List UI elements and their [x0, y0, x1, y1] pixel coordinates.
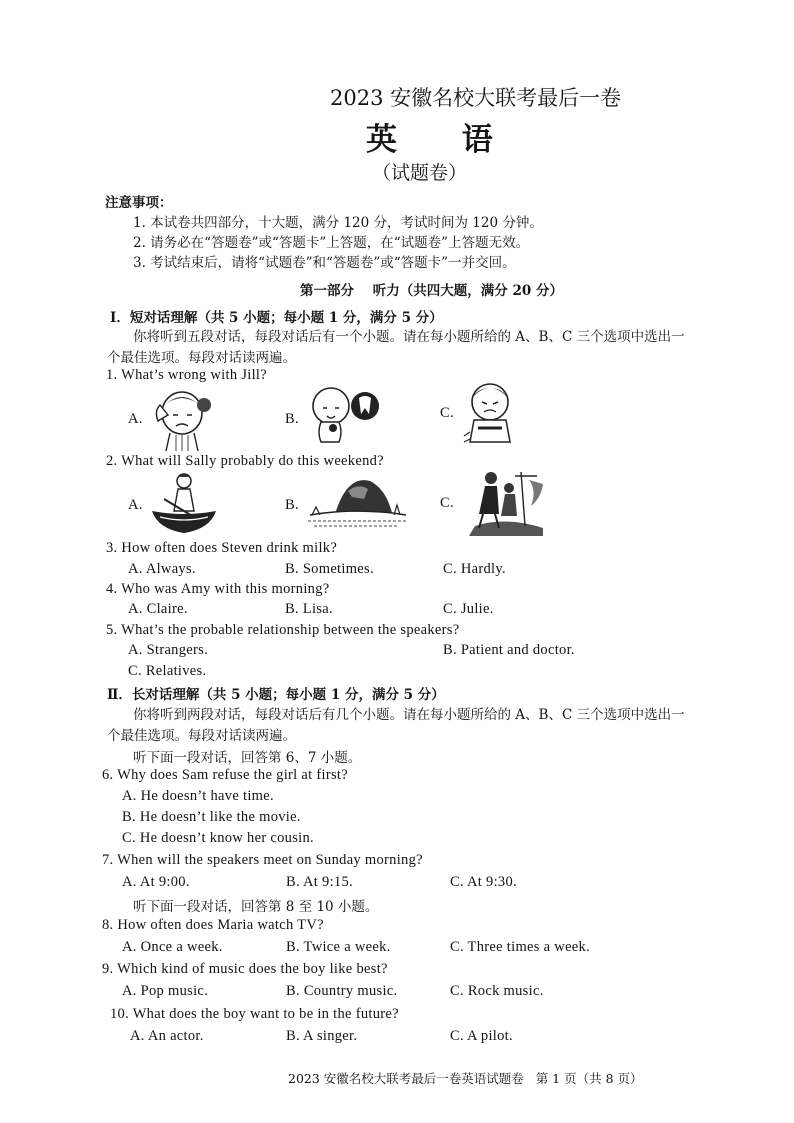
q3-option-a: A. Always. — [128, 561, 196, 577]
q9-option-a: A. Pop music. — [122, 983, 209, 999]
q8-option-c: C. Three times a week. — [450, 939, 591, 955]
q6-option-a: A. He doesn’t have time. — [122, 788, 274, 804]
q1-option-a: A. — [128, 411, 143, 427]
section1-heading: Ⅰ．短对话理解（共 5 小题；每小题 1 分，满分 5 分） — [110, 310, 443, 326]
q4-text: 4. Who was Amy with this morning? — [106, 581, 330, 597]
section2-heading: Ⅱ．长对话理解（共 5 小题；每小题 1 分，满分 5 分） — [107, 687, 445, 703]
q9-option-b: B. Country music. — [286, 983, 398, 999]
q6-option-c: C. He doesn’t know her cousin. — [122, 830, 314, 846]
girl-headache-picture — [146, 385, 218, 451]
notice-item-2: 2. 请务必在“答题卷”或“答题卡”上答题，在“试题卷”上答题无效。 — [133, 235, 530, 251]
q6-option-b: B. He doesn’t like the movie. — [122, 809, 301, 825]
q7-option-a: A. At 9:00. — [122, 874, 190, 890]
section2-instruction-line2: 个最佳选项。每段对话读两遍。 — [107, 728, 296, 744]
q8-text: 8. How often does Maria watch TV? — [102, 917, 324, 933]
q1-option-b: B. — [285, 411, 299, 427]
notice-title: 注意事项： — [105, 195, 173, 211]
q5-option-b: B. Patient and doctor. — [443, 642, 575, 658]
q10-option-c: C. A pilot. — [450, 1028, 513, 1044]
section2-instruction-line1: 你将听到两段对话，每段对话后有几个小题。请在每小题所给的 A、B、C 三个选项中选出一 — [133, 707, 685, 723]
q2-option-b: B. — [285, 497, 299, 513]
notice-item-1: 1. 本试卷共四部分，十大题，满分 120 分，考试时间为 120 分钟。 — [133, 215, 543, 231]
child-stomachache-picture — [462, 380, 518, 446]
mountain-landscape-picture — [308, 471, 408, 531]
q9-option-c: C. Rock music. — [450, 983, 544, 999]
q3-text: 3. How often does Steven drink milk? — [106, 540, 338, 556]
q2-option-c: C. — [440, 495, 454, 511]
q6-text: 6. Why does Sam refuse the girl at first? — [102, 767, 348, 783]
q3-option-b: B. Sometimes. — [285, 561, 374, 577]
section2-subheading-1: 听下面一段对话，回答第 6、7 小题。 — [133, 750, 362, 766]
section1-instruction-line1: 你将听到五段对话，每段对话后有一个小题。请在每小题所给的 A、B、C 三个选项中选出一 — [133, 329, 685, 345]
subject-title: 英 语 — [366, 122, 493, 158]
q1-text: 1. What’s wrong with Jill? — [106, 367, 267, 383]
q2-option-a: A. — [128, 497, 143, 513]
q5-option-a: A. Strangers. — [128, 642, 209, 658]
section1-instruction-line2: 个最佳选项。每段对话读两遍。 — [107, 350, 296, 366]
q1-option-c: C. — [440, 405, 454, 421]
part1-title: 第一部分 听力（共四大题，满分 20 分） — [300, 283, 563, 299]
q7-text: 7. When will the speakers meet on Sunday morning? — [102, 852, 423, 868]
q8-option-b: B. Twice a week. — [286, 939, 391, 955]
q10-option-b: B. A singer. — [286, 1028, 358, 1044]
q7-option-b: B. At 9:15. — [286, 874, 353, 890]
hiking-people-picture — [465, 466, 545, 536]
q3-option-c: C. Hardly. — [443, 561, 506, 577]
q5-text: 5. What’s the probable relationship between the speakers? — [106, 622, 460, 638]
q9-text: 9. Which kind of music does the boy like best? — [102, 961, 388, 977]
q4-option-c: C. Julie. — [443, 601, 494, 617]
q5-option-c: C. Relatives. — [128, 663, 207, 679]
q4-option-b: B. Lisa. — [285, 601, 333, 617]
page-footer: 2023 安徽名校大联考最后一卷英语试题卷 第 1 页（共 8 页） — [288, 1071, 643, 1086]
rowing-boat-picture — [150, 471, 218, 537]
exam-title: 2023 安徽名校大联考最后一卷 — [330, 86, 622, 110]
notice-item-3: 3. 考试结束后，请将“试题卷”和“答题卷”或“答题卡”一并交回。 — [133, 255, 516, 271]
section2-subheading-2: 听下面一段对话，回答第 8 至 10 小题。 — [133, 899, 379, 915]
boy-toothache-picture — [303, 382, 383, 448]
q10-option-a: A. An actor. — [130, 1028, 204, 1044]
q8-option-a: A. Once a week. — [122, 939, 223, 955]
q4-option-a: A. Claire. — [128, 601, 188, 617]
q10-text: 10. What does the boy want to be in the future? — [110, 1006, 399, 1022]
q2-text: 2. What will Sally probably do this weekend? — [106, 453, 384, 469]
paper-type: （试题卷） — [372, 162, 468, 184]
q7-option-c: C. At 9:30. — [450, 874, 517, 890]
